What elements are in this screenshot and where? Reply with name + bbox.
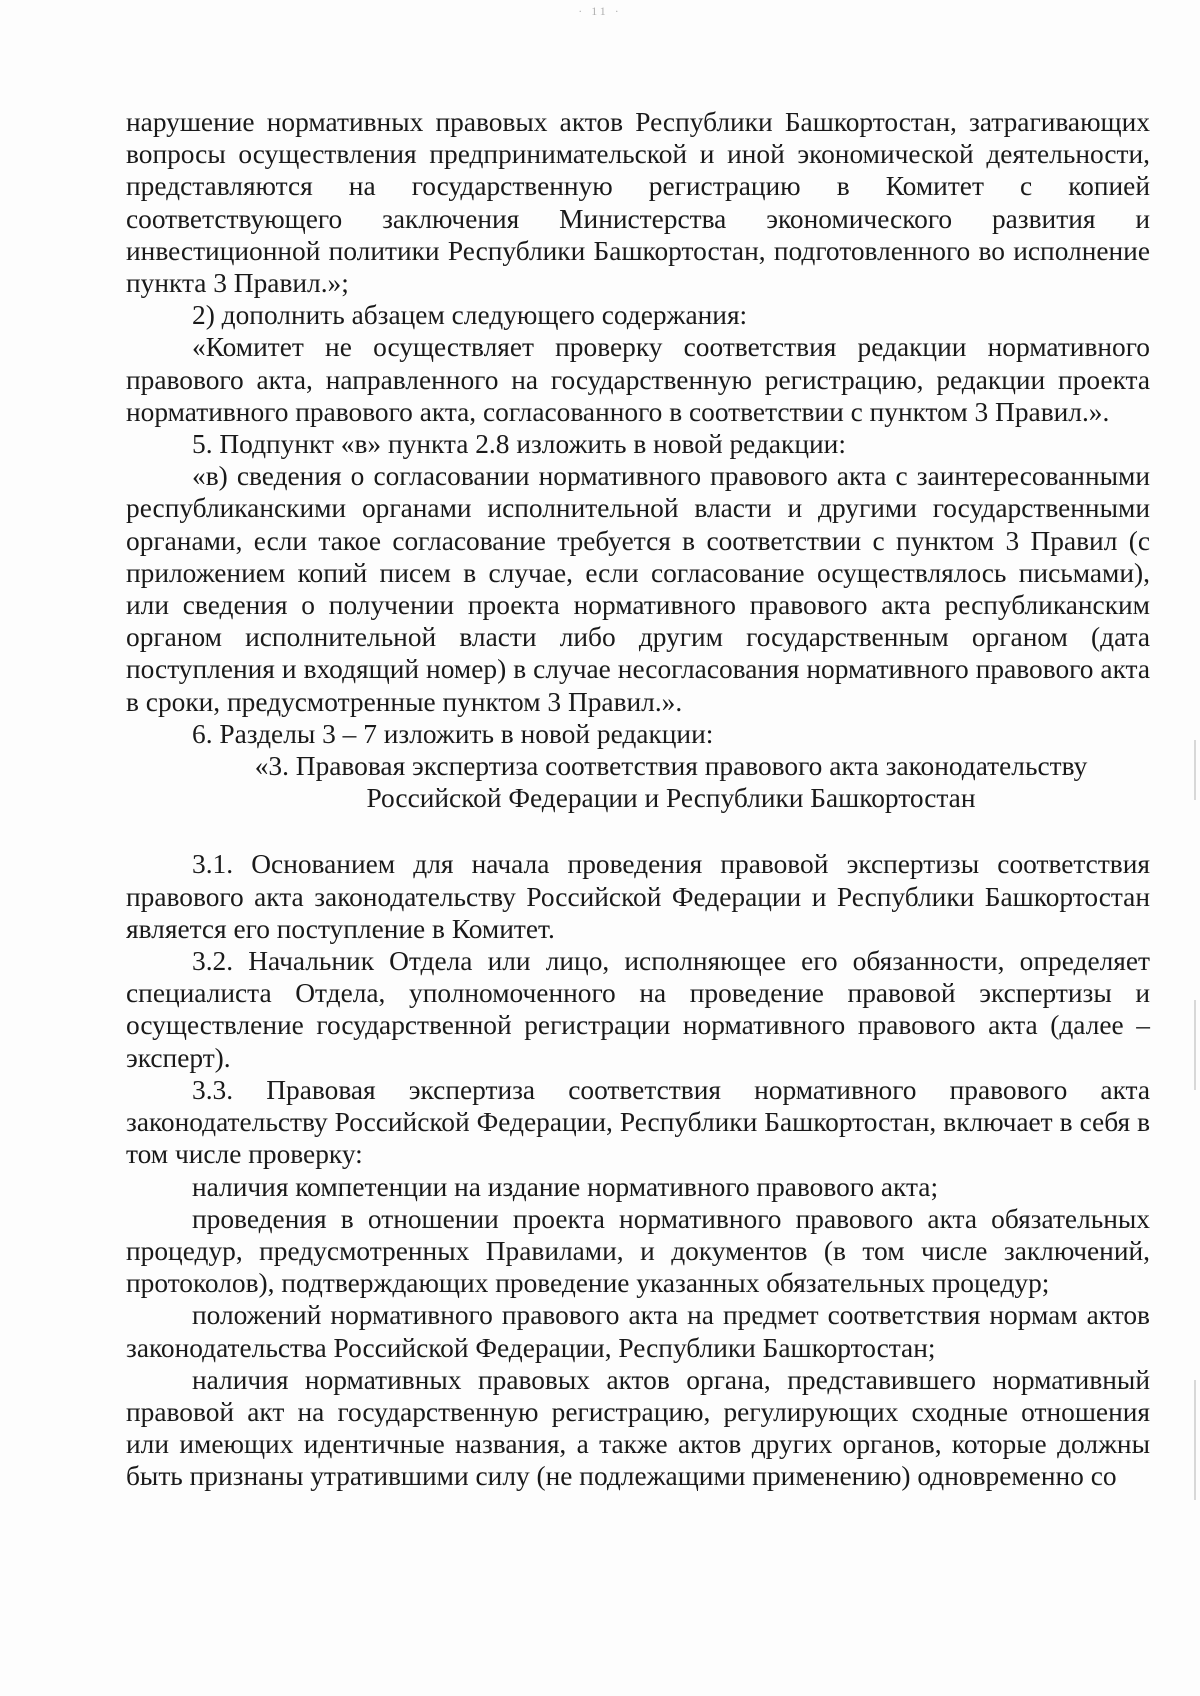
scan-edge-mark: [1194, 1000, 1196, 1090]
section-heading-line-1: «3. Правовая экспертиза соответствия правового акта законодательству: [254, 751, 1088, 782]
paragraph-check-procedures: проведения в отношении проекта нормативного правового акта обязательных процедур, предусмотренных Правилами, и документов (в том числе заключений, протоколов), подтверждающих проведение указанных обязательных процедур;: [126, 1203, 1150, 1299]
paragraph-check-provisions: положений нормативного правового акта на предмет соответствия нормам актов законодательства Российской Федерации, Республики Башкортостан;: [126, 1300, 1150, 1363]
scan-edge-mark: [1194, 740, 1196, 800]
paragraph-3-1: 3.1. Основанием для начала проведения правовой экспертизы соответствия правового акта законодательству Российской Федерации и Республики Башкортостан является его поступление в Комитет.: [126, 849, 1150, 944]
paragraph-item-6: 6. Разделы 3 – 7 изложить в новой редакции:: [192, 718, 714, 749]
paragraph-continuation: нарушение нормативных правовых актов Республики Башкортостан, затрагивающих вопросы осуществления предпринимательской и иной экономической деятельности, представляются на государственную регистрацию в Комитет с копией соответствующего заключения Министерства экономического развития и инвестиционной политики Республики Башкортостан, подготовленного во исполнение пункта 3 Правил.»;: [126, 107, 1150, 299]
paragraph-check-competence: наличия компетенции на издание нормативного правового акта;: [192, 1171, 939, 1202]
paragraph-check-acts: наличия нормативных правовых актов органа, представившего нормативный правовой акт на государственную регистрацию, регулирующих сходные отношения или имеющих идентичные названия, а также актов других органов, которые должны быть признаны утратившими силу (не подлежащими применению) одновременно со: [126, 1364, 1150, 1492]
document-body: [126, 106, 1150, 1493]
paragraph-quote-v: «в) сведения о согласовании нормативного правового акта с заинтересованными республиканскими органами исполнительной власти и другими государственными органами, если такое согласование требуется в соответствии с пунктом 3 Правил (с приложением копий писем в случае, если согласование осуществлялось письмами), или сведения о получении проекта нормативного правового акта республиканским органом исполнительной власти либо другим государственным органом (дата поступления и входящий номер) в случае несогласования нормативного правового акта в сроки, предусмотренные пунктом 3 Правил.».: [126, 461, 1150, 717]
scan-edge-mark: [1194, 1380, 1196, 1500]
paragraph-3-2: 3.2. Начальник Отдела или лицо, исполняющее его обязанности, определяет специалиста Отдела, уполномоченного на проведение правовой экспертизы и осуществление государственной регистрации нормативного правового акта (далее – эксперт).: [126, 946, 1150, 1073]
heading-spacer: [126, 814, 1150, 848]
page-number: · 11 ·: [578, 4, 622, 18]
section-heading-line-2: Российской Федерации и Республики Башкортостан: [366, 783, 976, 814]
paragraph-3-3: 3.3. Правовая экспертиза соответствия нормативного правового акта законодательству Российской Федерации, Республики Башкортостан, включает в себя в том числе проверку:: [126, 1074, 1150, 1170]
paragraph-item-2: 2) дополнить абзацем следующего содержания:: [192, 300, 748, 331]
paragraph-quote-komitet: «Комитет не осуществляет проверку соответствия редакции нормативного правового акта, направленного на государственную регистрацию, редакции проекта нормативного правового акта, согласованного в соответствии с пунктом 3 Правил.».: [126, 332, 1150, 427]
paragraph-item-5: 5. Подпункт «в» пункта 2.8 изложить в новой редакции:: [192, 429, 846, 460]
